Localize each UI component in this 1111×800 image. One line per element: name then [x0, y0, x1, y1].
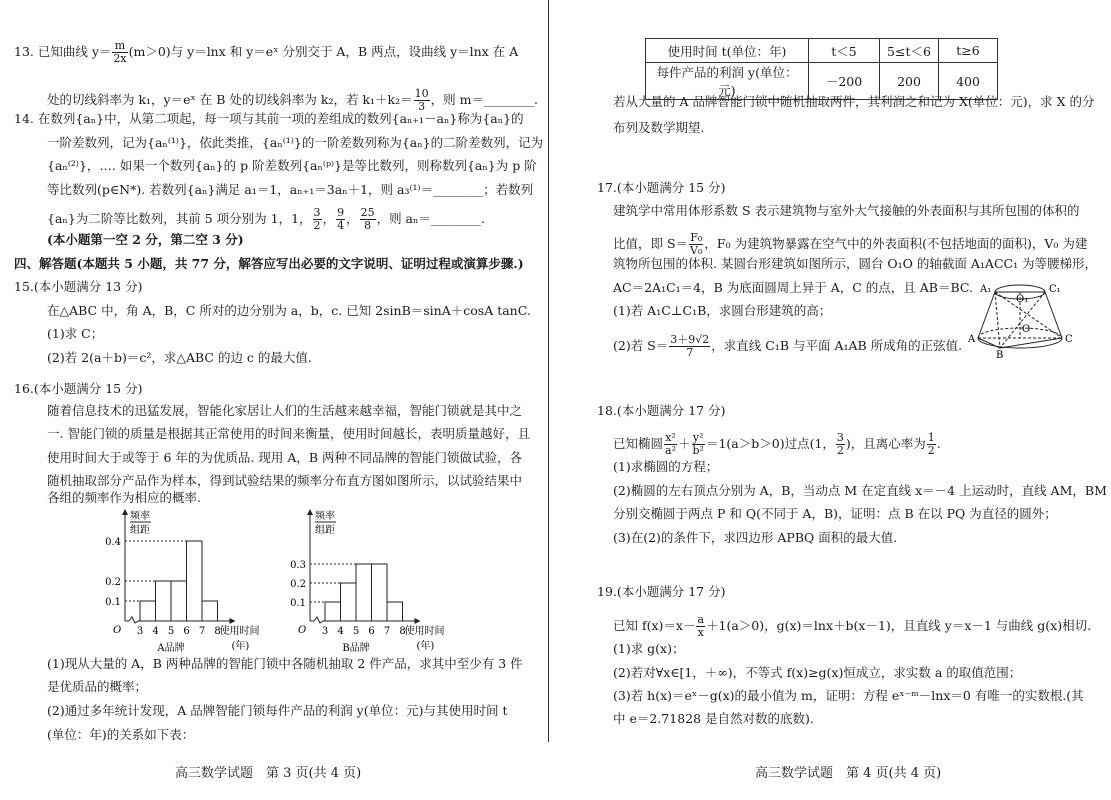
- text-run: (1)求 C；: [47, 326, 104, 341]
- histogram-bar: [325, 602, 341, 621]
- q14-line: [47, 135, 543, 151]
- y-tick-label: 0.1: [290, 598, 306, 609]
- text-run: (2)通过多年统计发现，A 品牌智能门锁每件产品的利润 y(单位：元)与其使用时间 t: [47, 703, 508, 718]
- text-run: 16.(本小题满分 15 分): [14, 381, 143, 396]
- fraction: [414, 88, 430, 113]
- q14-line: [47, 158, 537, 174]
- text-run: 已知 f(x)＝x－: [613, 618, 696, 633]
- q17-line: [613, 280, 973, 296]
- x-tick-label: 7: [198, 626, 206, 637]
- section-heading: [14, 256, 524, 272]
- text-run: 19.(本小题满分 17 分): [597, 584, 726, 599]
- numerator: 1: [927, 431, 935, 444]
- q17-line: [613, 334, 962, 359]
- numerator: y²: [692, 431, 704, 444]
- text-run: 随着信息技术的迅猛发展，智能化家居让人们的生活越来越幸福，智能门锁就是其中之: [47, 403, 523, 418]
- text-run: ＋: [677, 436, 691, 451]
- numerator: 3: [313, 206, 321, 219]
- denominator: b²: [692, 444, 704, 457]
- text-run: 分别交椭圆于两点 P 和 Q(不同于 A，B)，证明：点 B 在以 PQ 为直径的圆外；: [613, 506, 1057, 521]
- denominator: a²: [665, 444, 676, 457]
- x-tick-label: 8: [399, 626, 406, 637]
- fraction: [927, 432, 936, 457]
- denominator: 2: [836, 444, 844, 457]
- q15-line: [47, 303, 531, 319]
- figure-label: C: [1065, 334, 1073, 345]
- histogram-bar: [171, 581, 187, 621]
- text-run: (m＞0)与 y＝lnx 和 y＝eˣ 分别交于 A，B 两点，设曲线 y＝lnx 在 A: [128, 44, 519, 59]
- text-run: ＝1(a＞b＞0)过点(1，: [705, 436, 835, 451]
- text-run: 18.(本小题满分 17 分): [597, 403, 726, 418]
- y-tick-label: 0.2: [290, 579, 306, 590]
- table-cell: 200: [880, 63, 939, 100]
- x-tick-label: 5: [352, 626, 360, 637]
- y-label-denominator: 组距: [315, 525, 335, 536]
- q16-tail-line: [613, 120, 704, 136]
- q15-line: [47, 326, 103, 342]
- fraction: [336, 207, 345, 232]
- figure-label: B: [996, 350, 1004, 358]
- x-tick-label: 6: [368, 626, 375, 637]
- denominator: 8: [364, 219, 372, 232]
- text-run: 一阶差数列，记为{aₙ⁽¹⁾}，依此类推，{aₙ⁽¹⁾}的一阶差数列称为{aₙ}的二阶差数列，记为: [47, 135, 544, 150]
- text-run: 15.(本小题满分 13 分): [14, 279, 143, 294]
- q17-line: [613, 232, 1087, 257]
- q13-line: [47, 88, 538, 113]
- chart-title: B品牌: [342, 643, 370, 654]
- histogram-bar: [356, 564, 372, 621]
- text-run: .: [936, 436, 941, 451]
- text-run: 17.(本小题满分 15 分): [597, 180, 726, 195]
- histogram-bar: [372, 564, 388, 621]
- text-run: )，且离心率为: [845, 436, 926, 451]
- x-axis-arrow: [415, 618, 421, 624]
- table-cell: t≥6: [939, 39, 998, 63]
- q19-heading: [597, 584, 726, 600]
- text-run: 等比数列(p∈N*). 若数列{aₙ}满足 a₁＝1，aₙ₊₁＝3aₙ＋1，则 a₃⁽¹⁾＝________；若数列: [47, 182, 534, 197]
- histogram-bar: [202, 601, 218, 621]
- numerator: 3＋9√2: [670, 333, 710, 346]
- fraction: [313, 207, 322, 232]
- text-run: 中 e＝2.71828 是自然对数的底数).: [613, 711, 814, 726]
- fraction: [836, 432, 845, 457]
- denominator: 2: [313, 219, 321, 232]
- y-tick-label: 0.1: [105, 597, 121, 608]
- q16-line: [47, 473, 522, 489]
- origin-label: O: [113, 625, 122, 636]
- denominator: V₀: [690, 244, 703, 257]
- q19-line: [613, 711, 814, 727]
- q16-part: [47, 656, 523, 672]
- fraction: [664, 432, 677, 457]
- x-tick-label: 3: [136, 626, 144, 637]
- q16-tail-line: [613, 94, 1094, 110]
- q14-line: [47, 207, 485, 232]
- numerator: a: [697, 613, 705, 626]
- figure-label: O: [1022, 324, 1031, 335]
- text-run: {aₙ}为二阶等比数列，其前 5 项分别为 1，1，: [47, 211, 312, 226]
- text-run: 处的切线斜率为 k₁，y＝eˣ 在 B 处的切线斜率为 k₂，若 k₁＋k₂＝: [47, 92, 413, 107]
- x-tick-label: 3: [321, 626, 329, 637]
- q18-line: [613, 506, 1057, 522]
- text-run: ，F₀ 为建筑物暴露在空气中的外表面积(不包括地面的面积)，V₀ 为建: [704, 236, 1088, 251]
- figure-label: A₁: [980, 284, 992, 295]
- q14-score-note: [47, 232, 244, 248]
- text-run: 布列及数学期望.: [613, 120, 705, 135]
- fraction: [689, 232, 703, 257]
- x-axis-unit: (年): [231, 641, 250, 652]
- q18-heading: [597, 403, 726, 419]
- text-run: (3)若 h(x)＝eˣ－g(x)的最小值为 m，证明：方程 eˣ⁻ᵐ－lnx＝0 有唯一的实数根.(其: [613, 688, 1084, 703]
- profit-table: [645, 38, 998, 100]
- q16-part: [47, 679, 147, 695]
- x-tick-label: 4: [152, 626, 159, 637]
- table-cell: 使用时间 t(单位：年): [646, 39, 809, 63]
- figure-label: C₁: [1049, 284, 1061, 295]
- q19-line: [613, 688, 1084, 704]
- histogram-bar: [140, 601, 156, 621]
- q18-line: [613, 459, 718, 475]
- numerator: 10: [414, 87, 429, 100]
- x-axis-unit: (年): [416, 641, 435, 652]
- q16-heading: [14, 381, 143, 397]
- text-run: 一. 智能门锁的质量是根据其正常使用的时间来衡量，使用时间越长，表明质量越好，且: [47, 426, 530, 441]
- text-run: (3)在(2)的条件下，求四边形 APBQ 面积的最大值.: [613, 530, 898, 545]
- q13-line: [14, 40, 518, 65]
- figure-label: O₁: [1016, 294, 1029, 305]
- text-run: 使用时间大于或等于 6 年的为优质品. 现用 A，B 两种不同品牌的智能门锁做试验，各: [47, 450, 523, 465]
- q16-line: [47, 490, 201, 506]
- y-tick-label: 0.3: [290, 560, 306, 571]
- q16-part: [47, 703, 508, 719]
- page-footer-left: 高三数学试题 第 3 页(共 4 页): [175, 766, 362, 781]
- text-run: 随机抽取部分产品作为样本，得到试验结果的频率分布直方图如图所示，以试验结果中: [47, 473, 523, 488]
- text-run: 各组的频率作为相应的概率.: [47, 490, 201, 505]
- q15-heading: [14, 279, 143, 295]
- fraction: [696, 614, 705, 639]
- text-run: 14. 在数列{aₙ}中，从第二项起，每一项与其前一项的差组成的数列{aₙ₊₁－aₙ}称为{aₙ}的: [14, 111, 524, 126]
- q17-heading: [597, 180, 726, 196]
- chart-title: A品牌: [157, 643, 185, 654]
- x-tick-label: 6: [183, 626, 190, 637]
- text-run: 四、解答题(本题共 5 小题，共 77 分，解答应写出必要的文字说明、证明过程或演算步骤.): [14, 256, 524, 271]
- histogram-bar: [156, 581, 172, 621]
- text-run: ，: [322, 211, 336, 226]
- text-run: 13. 已知曲线 y＝: [14, 44, 112, 59]
- q19-line: [613, 665, 1021, 681]
- table-cell: 每件产品的利润 y(单位：元): [646, 63, 809, 100]
- q18-line: [613, 530, 897, 546]
- q18-line: [613, 483, 1107, 499]
- x-tick-label: 7: [383, 626, 391, 637]
- x-tick-label: 8: [214, 626, 221, 637]
- q14-line: [47, 182, 533, 198]
- text-run: 已知椭圆: [613, 436, 664, 451]
- q19-line: [613, 641, 685, 657]
- q16-part: [47, 727, 194, 743]
- figure-label: A: [968, 334, 976, 345]
- table-cell: 5≤t＜6: [880, 39, 939, 63]
- text-run: 在△ABC 中，角 A，B，C 所对的边分别为 a，b，c. 已知 2sinB＝sinA＋cosA tanC.: [47, 303, 531, 318]
- numerator: 25: [360, 206, 375, 219]
- text-run: ＋1(a＞0)，g(x)＝lnx＋b(x－1)，且直线 y＝x－1 与曲线 g(x)相切.: [706, 618, 1092, 633]
- text-run: {aₙ⁽²⁾}，…. 如果一个数列{aₙ}的 p 阶差数列{aₙ⁽ᵖ⁾}是等比数列，则称数列{aₙ}为 p 阶: [47, 158, 537, 173]
- numerator: 9: [337, 206, 345, 219]
- y-label-numerator: 频率: [315, 511, 335, 522]
- text-run: ，求直线 C₁B 与平面 A₁AB 所成角的正弦值.: [711, 338, 963, 353]
- text-run: (2)椭圆的左右顶点分别为 A，B，当动点 M 在定直线 x＝－4 上运动时，直线 AM，BM: [613, 483, 1107, 498]
- q18-line: [613, 432, 941, 457]
- fraction: [669, 334, 710, 359]
- x-axis-label: 使用时间: [404, 626, 445, 637]
- denominator: 3: [418, 100, 426, 113]
- x-axis-arrow: [230, 618, 236, 624]
- text-run: (单位：年)的关系如下表：: [47, 727, 195, 742]
- x-axis: [310, 617, 415, 623]
- q17-line: [613, 256, 1097, 272]
- page-divider: [548, 0, 549, 742]
- histogram-brand-b: [285, 505, 465, 655]
- text-run: 筑物所包围的体积. 某圆台形建筑如图所示，圆台 O₁O 的轴截面 A₁ACC₁ 为等腰梯形，: [613, 256, 1098, 271]
- table-cell: －200: [809, 63, 880, 100]
- q17-line: [613, 203, 1080, 219]
- y-tick-label: 0.2: [105, 577, 121, 588]
- table-cell: t＜5: [809, 39, 880, 63]
- text-run: 若从大量的 A 品牌智能门锁中随机抽取两件，其利润之和记为 X(单位：元)，求 X 的分: [613, 94, 1095, 109]
- text-run: (1)求椭圆的方程；: [613, 459, 719, 474]
- numerator: F₀: [690, 231, 703, 244]
- table-row: [646, 39, 998, 63]
- text-run: (1)求 g(x)；: [613, 641, 685, 656]
- text-run: 是优质品的概率；: [47, 679, 148, 694]
- denominator: 7: [686, 346, 694, 359]
- text-run: ，则 m＝________.: [430, 92, 538, 107]
- q19-line: [613, 614, 1091, 639]
- y-axis-arrow: [122, 509, 128, 515]
- x-axis: [125, 617, 230, 623]
- text-run: ，则 aₙ＝________.: [376, 211, 485, 226]
- text-run: AC＝2A₁C₁＝4，B 为底面圆周上异于 A，C 的点，且 AB＝BC.: [613, 280, 974, 295]
- histogram-brand-a: [100, 505, 280, 655]
- numerator: m: [112, 40, 127, 53]
- histogram-bar: [387, 602, 403, 621]
- q16-line: [47, 450, 522, 466]
- denominator: 2: [927, 444, 935, 457]
- q15-line: [47, 350, 312, 366]
- q14-line: [14, 111, 524, 127]
- text-run: (本小题第一空 2 分，第二空 3 分): [47, 232, 244, 247]
- x-axis-label: 使用时间: [219, 626, 260, 637]
- text-run: (2)若 2(a＋b)＝c²，求△ABC 的边 c 的最大值.: [47, 350, 312, 365]
- fraction: [112, 40, 127, 65]
- histogram-bar: [341, 583, 357, 621]
- origin-label: O: [298, 625, 307, 636]
- y-axis-arrow: [307, 509, 313, 515]
- q16-line: [47, 426, 530, 442]
- denominator: x: [697, 626, 704, 639]
- denominator: 4: [337, 219, 345, 232]
- text-run: ，: [346, 211, 359, 226]
- fraction: [360, 207, 376, 232]
- histogram-bar: [187, 541, 203, 621]
- numerator: x²: [665, 431, 676, 444]
- x-tick-label: 5: [167, 626, 175, 637]
- text-run: (1)现从大量的 A，B 两种品牌的智能门锁中各随机抽取 2 件产品，求其中至少有 3 件: [47, 656, 523, 671]
- text-run: (1)若 A₁C⊥C₁B，求圆台形建筑的高；: [613, 303, 832, 318]
- numerator: 3: [836, 431, 844, 444]
- x-tick-label: 4: [337, 626, 344, 637]
- denominator: 2x: [113, 52, 127, 65]
- text-run: 建筑学中常用体形系数 S 表示建筑物与室外大气接触的外表面积与其所包围的体积的: [613, 203, 1080, 218]
- fraction: [692, 432, 705, 457]
- frustum-figure: [960, 278, 1080, 358]
- table-cell: 400: [939, 63, 998, 100]
- q17-line: [613, 303, 831, 319]
- text-run: (2)若对∀x∈[1，＋∞)，不等式 f(x)≥g(x)恒成立，求实数 a 的取值范围；: [613, 665, 1022, 680]
- q16-line: [47, 403, 522, 419]
- y-label-numerator: 频率: [130, 511, 150, 522]
- y-label-denominator: 组距: [130, 525, 150, 536]
- text-run: 比值，即 S＝: [613, 236, 689, 251]
- y-tick-label: 0.4: [105, 537, 121, 548]
- text-run: (2)若 S＝: [613, 338, 669, 353]
- page-footer-right: 高三数学试题 第 4 页(共 4 页): [755, 766, 942, 781]
